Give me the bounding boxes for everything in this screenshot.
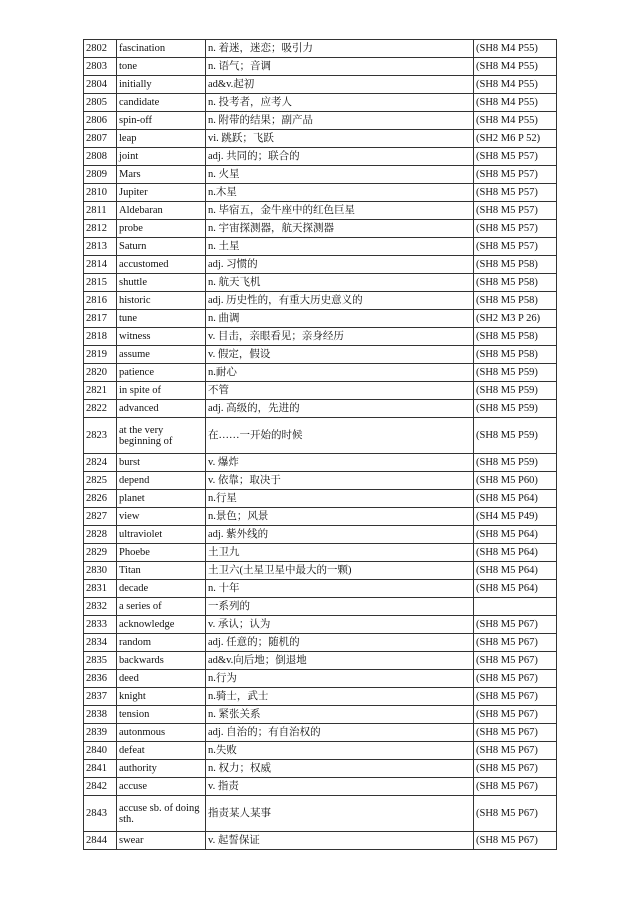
- entry-number: 2838: [84, 706, 117, 724]
- entry-number: 2832: [84, 598, 117, 616]
- entry-number: 2827: [84, 508, 117, 526]
- table-row: [84, 274, 557, 292]
- entry-reference: (SH8 M5 P59): [474, 400, 557, 418]
- entry-number: 2815: [84, 274, 117, 292]
- entry-reference: (SH8 M5 P57): [474, 202, 557, 220]
- table-row: [84, 454, 557, 472]
- entry-number: 2825: [84, 472, 117, 490]
- table-row: [84, 760, 557, 778]
- entry-reference: (SH8 M4 P55): [474, 94, 557, 112]
- entry-definition: n. 附带的结果；副产品: [206, 112, 474, 130]
- entry-reference: (SH8 M5 P59): [474, 382, 557, 400]
- entry-word: authority: [117, 760, 206, 778]
- entry-reference: (SH8 M5 P59): [474, 454, 557, 472]
- entry-word: acknowledge: [117, 616, 206, 634]
- entry-definition: n.骑士，武士: [206, 688, 474, 706]
- entry-reference: (SH8 M5 P67): [474, 760, 557, 778]
- entry-definition: v. 起誓保证: [206, 832, 474, 850]
- entry-word: accuse: [117, 778, 206, 796]
- entry-word: joint: [117, 148, 206, 166]
- entry-number: 2814: [84, 256, 117, 274]
- entry-number: 2818: [84, 328, 117, 346]
- entry-reference: (SH8 M4 P55): [474, 76, 557, 94]
- table-row: [84, 634, 557, 652]
- table-row: [84, 562, 557, 580]
- entry-reference: (SH8 M5 P67): [474, 742, 557, 760]
- entry-reference: (SH8 M5 P60): [474, 472, 557, 490]
- table-row: [84, 184, 557, 202]
- entry-word: patience: [117, 364, 206, 382]
- entry-word: historic: [117, 292, 206, 310]
- table-row: [84, 76, 557, 94]
- table-row: [84, 382, 557, 400]
- entry-number: 2828: [84, 526, 117, 544]
- entry-word: deed: [117, 670, 206, 688]
- entry-word: initially: [117, 76, 206, 94]
- entry-number: 2831: [84, 580, 117, 598]
- entry-definition: n. 曲调: [206, 310, 474, 328]
- entry-number: 2835: [84, 652, 117, 670]
- entry-word: swear: [117, 832, 206, 850]
- table-row: [84, 490, 557, 508]
- entry-definition: ad&v.向后地；倒退地: [206, 652, 474, 670]
- entry-word: spin-off: [117, 112, 206, 130]
- entry-definition: adj. 任意的；随机的: [206, 634, 474, 652]
- table-row: [84, 796, 557, 832]
- entry-number: 2839: [84, 724, 117, 742]
- entry-reference: (SH8 M5 P67): [474, 652, 557, 670]
- entry-number: 2840: [84, 742, 117, 760]
- entry-number: 2834: [84, 634, 117, 652]
- entry-word: accuse sb. of doing sth.: [117, 796, 206, 832]
- entry-reference: (SH8 M5 P67): [474, 796, 557, 832]
- entry-word: candidate: [117, 94, 206, 112]
- entry-word: leap: [117, 130, 206, 148]
- table-row: [84, 112, 557, 130]
- entry-reference: (SH8 M5 P67): [474, 688, 557, 706]
- entry-number: 2805: [84, 94, 117, 112]
- entry-number: 2816: [84, 292, 117, 310]
- entry-number: 2829: [84, 544, 117, 562]
- entry-definition: v. 爆炸: [206, 454, 474, 472]
- entry-number: 2824: [84, 454, 117, 472]
- entry-reference: (SH8 M5 P57): [474, 184, 557, 202]
- entry-number: 2803: [84, 58, 117, 76]
- entry-reference: (SH8 M5 P67): [474, 724, 557, 742]
- table-row: [84, 472, 557, 490]
- entry-definition: n.耐心: [206, 364, 474, 382]
- entry-definition: adj. 紫外线的: [206, 526, 474, 544]
- table-row: [84, 238, 557, 256]
- table-row: [84, 832, 557, 850]
- entry-number: 2809: [84, 166, 117, 184]
- vocabulary-table: [83, 39, 557, 850]
- entry-number: 2806: [84, 112, 117, 130]
- entry-definition: v. 目击，亲眼看见；亲身经历: [206, 328, 474, 346]
- table-row: [84, 292, 557, 310]
- table-row: [84, 526, 557, 544]
- entry-definition: n.木星: [206, 184, 474, 202]
- entry-reference: (SH8 M5 P67): [474, 778, 557, 796]
- entry-word: depend: [117, 472, 206, 490]
- table-row: [84, 166, 557, 184]
- entry-word: Saturn: [117, 238, 206, 256]
- entry-reference: (SH8 M5 P57): [474, 148, 557, 166]
- entry-reference: (SH8 M5 P57): [474, 166, 557, 184]
- entry-reference: (SH8 M5 P64): [474, 526, 557, 544]
- entry-word: in spite of: [117, 382, 206, 400]
- table-row: [84, 616, 557, 634]
- entry-definition: n. 毕宿五，金牛座中的红色巨星: [206, 202, 474, 220]
- entry-reference: (SH8 M5 P58): [474, 346, 557, 364]
- table-row: [84, 148, 557, 166]
- entry-word: view: [117, 508, 206, 526]
- entry-reference: (SH8 M5 P67): [474, 706, 557, 724]
- entry-reference: (SH8 M5 P64): [474, 490, 557, 508]
- entry-definition: v. 依靠；取决于: [206, 472, 474, 490]
- entry-number: 2844: [84, 832, 117, 850]
- entry-definition: v. 承认；认为: [206, 616, 474, 634]
- table-row: [84, 598, 557, 616]
- entry-definition: n. 航天飞机: [206, 274, 474, 292]
- entry-definition: n. 权力；权威: [206, 760, 474, 778]
- entry-number: 2826: [84, 490, 117, 508]
- table-row: [84, 40, 557, 58]
- entry-number: 2810: [84, 184, 117, 202]
- entry-reference: (SH8 M5 P58): [474, 256, 557, 274]
- entry-number: 2807: [84, 130, 117, 148]
- entry-definition: n. 火星: [206, 166, 474, 184]
- entry-definition: n. 宇宙探测器，航天探测器: [206, 220, 474, 238]
- entry-definition: adj. 习惯的: [206, 256, 474, 274]
- table-row: [84, 652, 557, 670]
- table-row: [84, 778, 557, 796]
- table-row: [84, 328, 557, 346]
- table-row: [84, 364, 557, 382]
- table-row: [84, 94, 557, 112]
- table-row: [84, 400, 557, 418]
- entry-number: 2820: [84, 364, 117, 382]
- entry-reference: (SH8 M5 P59): [474, 418, 557, 454]
- entry-word: defeat: [117, 742, 206, 760]
- entry-word: backwards: [117, 652, 206, 670]
- entry-word: Jupiter: [117, 184, 206, 202]
- entry-definition: n.行为: [206, 670, 474, 688]
- table-row: [84, 220, 557, 238]
- table-row: [84, 508, 557, 526]
- entry-number: 2808: [84, 148, 117, 166]
- table-row: [84, 580, 557, 598]
- entry-definition: 一系列的: [206, 598, 474, 616]
- entry-reference: (SH8 M4 P55): [474, 58, 557, 76]
- entry-definition: n. 着迷，迷恋；吸引力: [206, 40, 474, 58]
- entry-definition: vi. 跳跃；飞跃: [206, 130, 474, 148]
- table-row: [84, 256, 557, 274]
- entry-word: ultraviolet: [117, 526, 206, 544]
- entry-word: shuttle: [117, 274, 206, 292]
- entry-word: at the very beginning of: [117, 418, 206, 454]
- entry-definition: 不管: [206, 382, 474, 400]
- table-row: [84, 202, 557, 220]
- entry-number: 2833: [84, 616, 117, 634]
- entry-number: 2842: [84, 778, 117, 796]
- entry-word: burst: [117, 454, 206, 472]
- entry-definition: n. 土星: [206, 238, 474, 256]
- table-row: [84, 58, 557, 76]
- entry-definition: adj. 历史性的，有重大历史意义的: [206, 292, 474, 310]
- entry-definition: n. 投考者，应考人: [206, 94, 474, 112]
- entry-reference: (SH8 M5 P67): [474, 832, 557, 850]
- entry-number: 2813: [84, 238, 117, 256]
- entry-reference: (SH8 M4 P55): [474, 40, 557, 58]
- table-row: [84, 670, 557, 688]
- entry-number: 2823: [84, 418, 117, 454]
- entry-word: advanced: [117, 400, 206, 418]
- entry-reference: (SH8 M5 P64): [474, 562, 557, 580]
- table-row: [84, 310, 557, 328]
- entry-definition: 指责某人某事: [206, 796, 474, 832]
- entry-number: 2836: [84, 670, 117, 688]
- entry-word: a series of: [117, 598, 206, 616]
- entry-number: 2837: [84, 688, 117, 706]
- entry-reference: (SH8 M5 P64): [474, 544, 557, 562]
- entry-word: accustomed: [117, 256, 206, 274]
- entry-word: Aldebaran: [117, 202, 206, 220]
- entry-definition: n.失败: [206, 742, 474, 760]
- entry-definition: ad&v.起初: [206, 76, 474, 94]
- entry-word: knight: [117, 688, 206, 706]
- entry-reference: (SH2 M6 P 52): [474, 130, 557, 148]
- entry-word: tune: [117, 310, 206, 328]
- entry-number: 2811: [84, 202, 117, 220]
- entry-reference: (SH8 M5 P67): [474, 670, 557, 688]
- entry-definition: 土卫九: [206, 544, 474, 562]
- entry-word: planet: [117, 490, 206, 508]
- entry-definition: 在……一开始的时候: [206, 418, 474, 454]
- entry-reference: (SH4 M5 P49): [474, 508, 557, 526]
- entry-definition: adj. 共同的；联合的: [206, 148, 474, 166]
- entry-number: 2802: [84, 40, 117, 58]
- entry-reference: (SH2 M3 P 26): [474, 310, 557, 328]
- entry-reference: (SH8 M4 P55): [474, 112, 557, 130]
- entry-number: 2817: [84, 310, 117, 328]
- entry-reference: (SH8 M5 P64): [474, 580, 557, 598]
- entry-word: witness: [117, 328, 206, 346]
- entry-definition: n. 紧张关系: [206, 706, 474, 724]
- entry-number: 2804: [84, 76, 117, 94]
- entry-word: Mars: [117, 166, 206, 184]
- entry-reference: [474, 598, 557, 616]
- entry-word: assume: [117, 346, 206, 364]
- entry-definition: n.行星: [206, 490, 474, 508]
- entry-number: 2822: [84, 400, 117, 418]
- entry-number: 2841: [84, 760, 117, 778]
- entry-number: 2830: [84, 562, 117, 580]
- entry-reference: (SH8 M5 P58): [474, 274, 557, 292]
- entry-definition: 土卫六(土星卫星中最大的一颗): [206, 562, 474, 580]
- entry-word: random: [117, 634, 206, 652]
- table-row: [84, 130, 557, 148]
- vocabulary-table-body: [84, 40, 557, 850]
- entry-reference: (SH8 M5 P67): [474, 616, 557, 634]
- table-row: [84, 544, 557, 562]
- entry-definition: adj. 高级的，先进的: [206, 400, 474, 418]
- entry-word: Phoebe: [117, 544, 206, 562]
- entry-word: autonmous: [117, 724, 206, 742]
- entry-definition: n.景色；风景: [206, 508, 474, 526]
- table-row: [84, 724, 557, 742]
- table-row: [84, 418, 557, 454]
- entry-word: tone: [117, 58, 206, 76]
- table-row: [84, 742, 557, 760]
- table-row: [84, 706, 557, 724]
- entry-word: tension: [117, 706, 206, 724]
- entry-word: fascination: [117, 40, 206, 58]
- table-row: [84, 346, 557, 364]
- entry-number: 2812: [84, 220, 117, 238]
- entry-reference: (SH8 M5 P67): [474, 634, 557, 652]
- entry-number: 2819: [84, 346, 117, 364]
- entry-word: probe: [117, 220, 206, 238]
- entry-reference: (SH8 M5 P57): [474, 220, 557, 238]
- entry-definition: v. 指责: [206, 778, 474, 796]
- entry-number: 2843: [84, 796, 117, 832]
- table-row: [84, 688, 557, 706]
- entry-reference: (SH8 M5 P59): [474, 364, 557, 382]
- entry-reference: (SH8 M5 P57): [474, 238, 557, 256]
- entry-definition: v. 假定，假设: [206, 346, 474, 364]
- entry-definition: n. 十年: [206, 580, 474, 598]
- entry-definition: n. 语气；音调: [206, 58, 474, 76]
- entry-number: 2821: [84, 382, 117, 400]
- entry-reference: (SH8 M5 P58): [474, 292, 557, 310]
- entry-definition: adj. 自治的；有自治权的: [206, 724, 474, 742]
- entry-reference: (SH8 M5 P58): [474, 328, 557, 346]
- entry-word: decade: [117, 580, 206, 598]
- entry-word: Titan: [117, 562, 206, 580]
